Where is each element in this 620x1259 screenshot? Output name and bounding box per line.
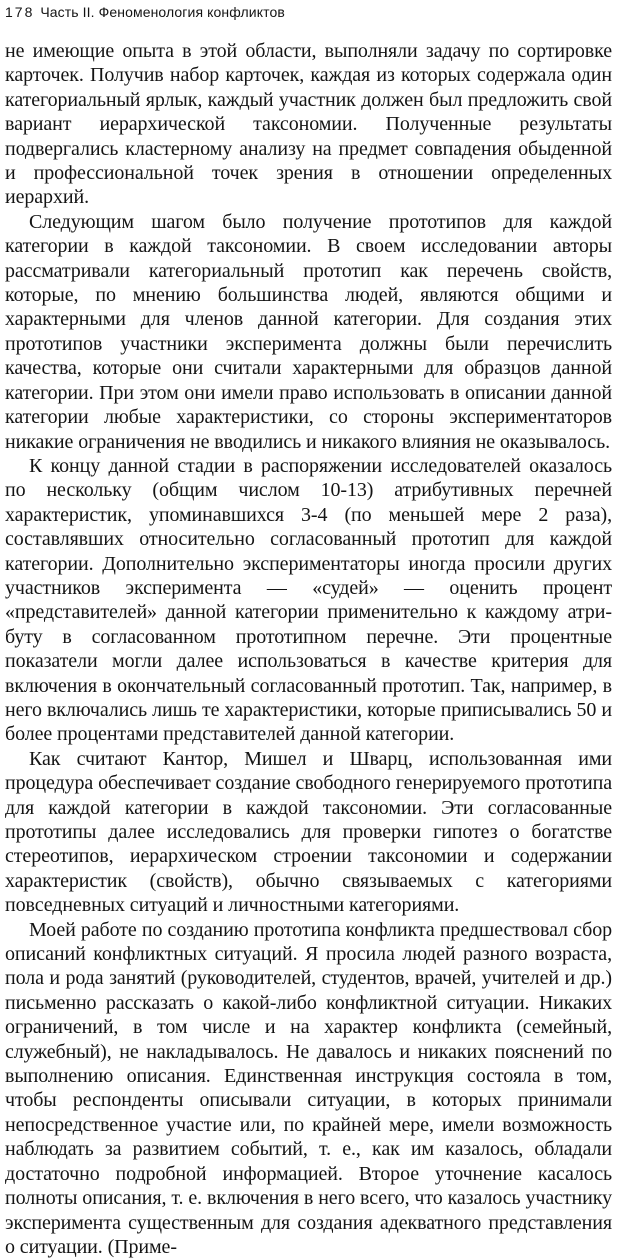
body-text	[5, 39, 612, 1259]
running-title: Часть II. Феноменология конфликтов	[40, 4, 285, 20]
paragraph-4: Как считают Кантор, Мишел и Шварц, использованная ими процедура обеспечивает создание свободного генерируемого прототипа для каждой категории в каждой таксономии. Эти согласованные прототипы далее исследовались для проверки гипотез о богатстве стереотипов, иерархическом строении таксономии и содержании характеристик (свойств), обычно связываемых с категориями повседневных ситуаций и личностными категориями.	[5, 747, 612, 917]
paragraph-5: Моей работе по созданию прототипа конфликта предшествовал сбор описаний конфликтных ситуаций. Я просила людей разного возраста, пола и рода занятий (руководителей, студентов, врачей, учителей и др.) письменно рассказать о какой-либо конфликтной ситуации. Никаких ограничений, в том числе и на характер конфликта (семейный, служебный), не накладывалось. Не давалось и никаких пояснений по выполнению описания. Единственная инструкция состояла в том, чтобы респонденты описывали ситуации, в которых принимали непосредственное участие или, по крайней мере, имели возможность наблюдать за развитием событий, т. е., как им казалось, обладали достаточно подробной информацией. Второе уточнение касалось полноты описания, т. е. включения в него всего, что казалось участнику эксперимента существенным для создания адекватного представления о ситуации. (Приме-	[5, 918, 612, 1258]
page-number: 178	[5, 4, 35, 20]
running-header	[5, 4, 612, 21]
paragraph-2: Следующим шагом было получение прототипов для каждой категории в каждой таксономии. В своем исследовании авторы рассматривали категориальный прототип как перечень свойств, которые, по мнению большинства людей, являются общими и характерными для членов данной категории. Для создания этих прототипов участники эксперимента должны были перечислить качества, которые они считали характерными для образцов данной категории. При этом они имели право использовать в описании данной категории любые характеристики, со стороны экспериментаторов никакие ограничения не вводились и никакого влияния не оказывалось.	[5, 210, 612, 453]
paragraph-3: К концу данной стадии в распоряжении исследователей оказалось по нескольку (общим числом 10-13) атрибутивных перечней характеристик, упоминавшихся 3-4 (по меньшей мере 2 раза), составлявших относительно согласованный прототип для каждой категории. Дополнительно экспериментаторы иногда просили других участников эксперимента — «судей» — оценить процент «представителей» данной категории применительно к каждому атрибуту в согласованном прототипном перечне. Эти процентные показатели могли далее использоваться в качестве критерия для включения в окончательный согласованный прототип. Так, например, в него включались лишь те характеристики, которые приписывались 50 и более процентами представителей данной категории.	[5, 454, 612, 746]
paragraph-1: не имеющие опыта в этой области, выполняли задачу по сортировке карточек. Получив набор карточек, каждая из которых содержала один категориальный ярлык, каждый участник должен был предложить свой вариант иерархической таксономии. Полученные результаты подвергались кластерному анализу на предмет совпадения обыденной и профессиональной точек зрения в отношении определенных иерархий.	[5, 40, 612, 209]
